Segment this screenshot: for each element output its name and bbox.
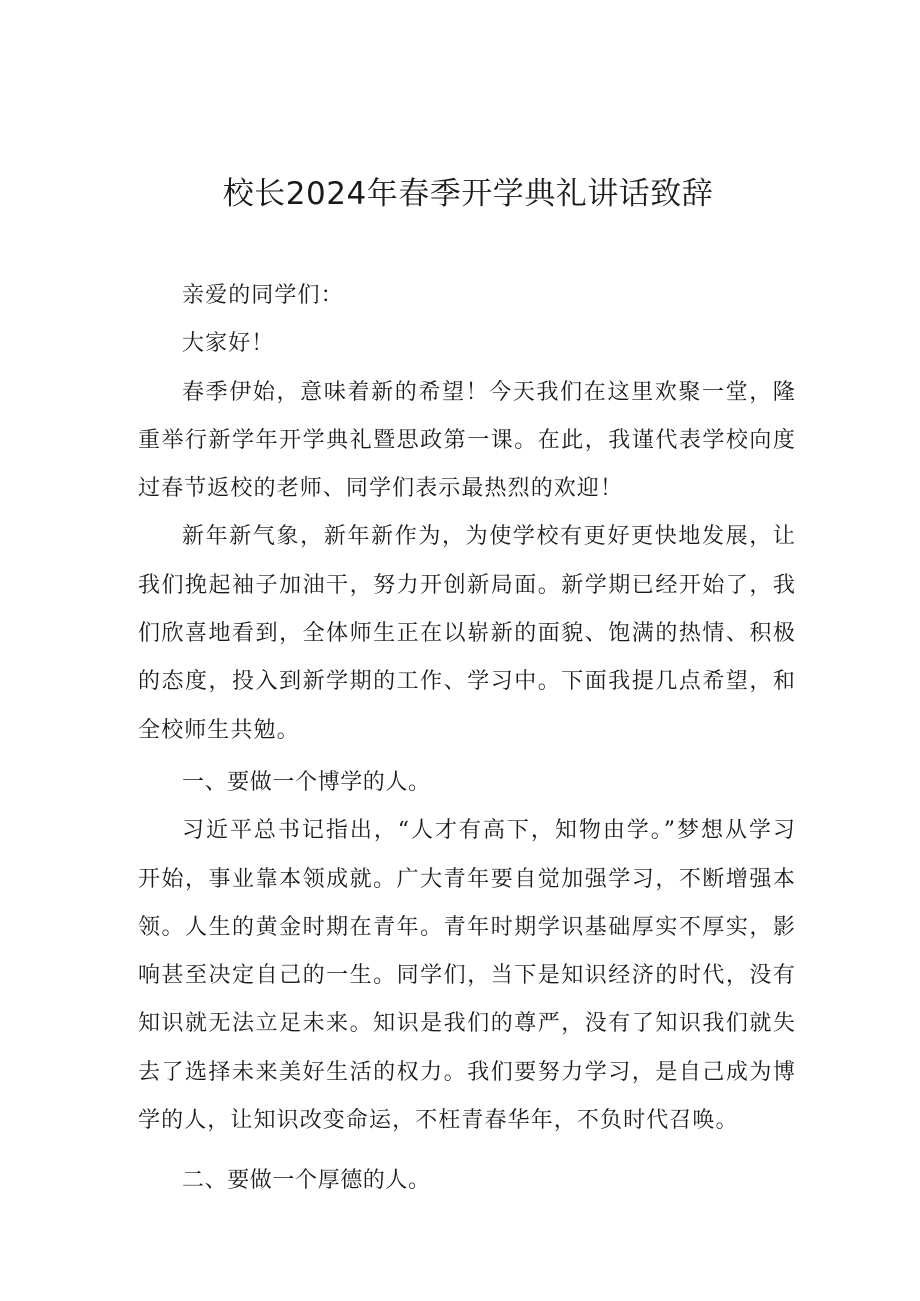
document-body <box>138 272 796 1206</box>
section-heading: 一、要做一个博学的人。 <box>182 769 431 795</box>
document-title: 校长2024年春季开学典礼讲话致辞 <box>222 176 714 212</box>
body-paragraph: 习近平总书记指出，“人才有高下，知物由学。”梦想从学习开始，事业靠本领成就。广大青年要自觉加强学习，不断增强本领。人生的黄金时期在青年。青年时期学识基础厚实不厚实，影响甚至决定自己的一生。同学们，当下是知识经济的时代，没有知识就无法立足未来。知识是我们的尊严，没有了知识我们就失去了选择未来美好生活的权力。我们要努力学习，是自己成为博学的人，让知识改变命运，不枉青春华年，不负时代召唤。 <box>138 818 796 1134</box>
section-heading: 二、要做一个厚德的人。 <box>182 1168 431 1194</box>
body-paragraph: 新年新气象，新年新作为，为使学校有更好更快地发展，让我们挽起袖子加油干，努力开创新局面。新学期已经开始了，我们欣喜地看到，全体师生正在以崭新的面貌、饱满的热情、积极的态度，投入到新学期的工作、学习中。下面我提几点希望，和全校师生共勉。 <box>138 524 796 743</box>
greeting: 大家好！ <box>182 331 275 357</box>
body-paragraph: 春季伊始，意味着新的希望！今天我们在这里欢聚一堂，隆重举行新学年开学典礼暨思政第一课。在此，我谨代表学校向度过春节返校的老师、同学们表示最热烈的欢迎！ <box>138 379 796 502</box>
salutation: 亲爱的同学们： <box>182 283 344 308</box>
